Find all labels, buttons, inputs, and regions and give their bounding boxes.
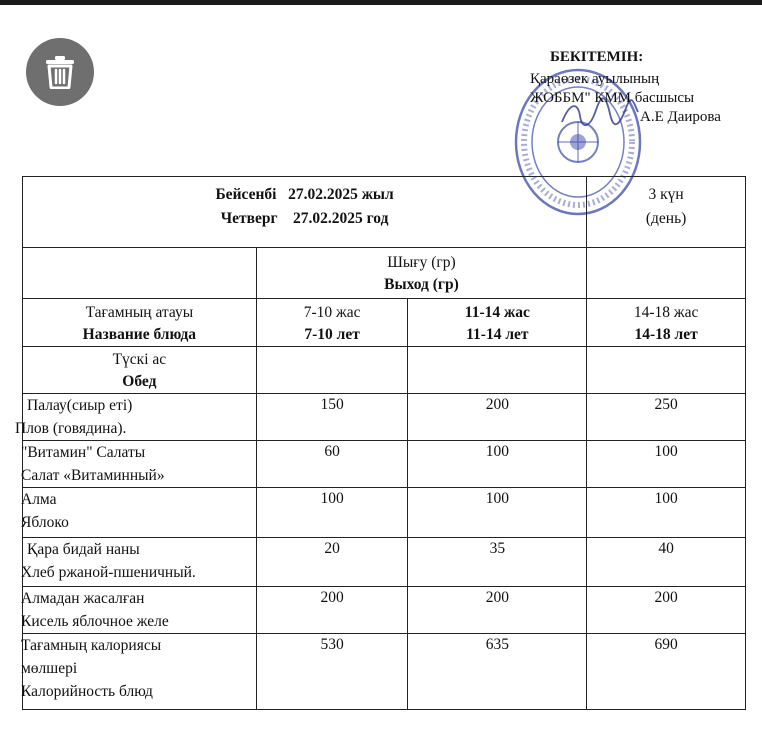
value-11-14: 100 <box>408 441 587 488</box>
dish-kz: Алма <box>21 491 57 508</box>
empty-cell <box>23 248 257 299</box>
total-kz-line-2: мөлшері <box>21 660 78 677</box>
age-14-18-header <box>587 299 746 347</box>
meal-row <box>23 347 746 394</box>
header-row <box>23 177 746 248</box>
value-14-18: 100 <box>587 441 746 488</box>
table-row <box>23 538 746 587</box>
age-7-10-ru: 7-10 лет <box>304 326 360 343</box>
value-14-18: 250 <box>587 394 746 441</box>
age-11-14-kz: 11-14 жас <box>464 304 530 321</box>
value-14-18: 200 <box>587 587 746 634</box>
total-14-18: 690 <box>587 634 746 710</box>
dish-name-kz: Тағамның атауы <box>85 304 194 321</box>
output-row <box>23 248 746 299</box>
dish-name-cell <box>23 538 257 587</box>
value-11-14: 35 <box>408 538 587 587</box>
approval-line-2: ЖОББМ" КММ басшысы <box>530 90 695 106</box>
approval-title: БЕКІТЕМІН: <box>550 49 644 65</box>
total-7-10: 530 <box>256 634 408 710</box>
top-bar <box>0 0 762 5</box>
table-row <box>23 488 746 538</box>
date-kz <box>23 183 586 207</box>
day-number-ru: (день) <box>645 210 687 227</box>
value-11-14: 100 <box>408 488 587 538</box>
value-14-18: 40 <box>587 538 746 587</box>
age-7-10-kz: 7-10 жас <box>303 304 361 321</box>
value-7-10: 100 <box>256 488 408 538</box>
day-ru: Четверг <box>220 210 278 227</box>
value-7-10: 150 <box>256 394 408 441</box>
approval-line-1: Қараөзек ауылының <box>530 71 660 87</box>
value-7-10: 60 <box>256 441 408 488</box>
dish-name-cell <box>23 488 257 538</box>
day-number-kz: 3 күн <box>648 186 684 203</box>
column-header-row <box>23 299 746 347</box>
empty-cell <box>587 248 746 299</box>
output-kz: Шығу (гр) <box>387 254 456 271</box>
value-11-14: 200 <box>408 587 587 634</box>
day-kz: Бейсенбі <box>215 186 277 203</box>
trash-icon <box>45 55 75 89</box>
age-11-14-ru: 11-14 лет <box>466 326 529 343</box>
value-7-10: 20 <box>256 538 408 587</box>
output-header <box>256 248 586 299</box>
empty-cell <box>587 347 746 394</box>
total-11-14: 635 <box>408 634 587 710</box>
output-ru: Выход (гр) <box>384 276 459 293</box>
total-name-cell <box>23 634 257 710</box>
age-7-10-header <box>256 299 408 347</box>
dish-kz: Алмадан жасалған <box>21 590 145 607</box>
meal-kz: Түскі ас <box>112 351 167 368</box>
empty-cell <box>256 347 408 394</box>
dish-ru: Хлеб ржаной-пшеничный. <box>21 564 196 581</box>
dish-name-cell <box>23 441 257 488</box>
value-11-14: 200 <box>408 394 587 441</box>
dish-ru: Плов (говядина). <box>15 420 127 437</box>
date-ru-value: 27.02.2025 год <box>293 210 389 227</box>
dish-ru: Кисель яблочное желе <box>21 613 169 630</box>
age-14-18-kz: 14-18 жас <box>633 304 699 321</box>
table-row <box>23 441 746 488</box>
dish-ru: Салат «Витаминный» <box>21 467 165 484</box>
dish-name-cell <box>23 587 257 634</box>
dish-name-ru: Название блюда <box>82 326 197 343</box>
dish-name-cell <box>15 394 257 441</box>
date-ru <box>23 207 586 231</box>
total-ru: Калорийность блюд <box>21 683 153 700</box>
approval-line-3: А.Е Даирова <box>640 109 721 125</box>
value-14-18: 100 <box>587 488 746 538</box>
delete-button[interactable] <box>26 38 94 106</box>
dish-name-header <box>23 299 257 347</box>
table-row <box>23 587 746 634</box>
meal-cell <box>23 347 257 394</box>
table-row <box>23 394 746 441</box>
empty-cell <box>408 347 587 394</box>
menu-table <box>15 176 746 710</box>
age-11-14-header <box>408 299 587 347</box>
day-number-cell <box>587 177 746 248</box>
date-cell <box>23 177 587 248</box>
date-kz-value: 27.02.2025 жыл <box>288 186 394 203</box>
meal-ru: Обед <box>122 373 157 390</box>
value-7-10: 200 <box>256 587 408 634</box>
dish-kz: Палау(сиыр еті) <box>27 397 133 414</box>
age-14-18-ru: 14-18 лет <box>634 326 698 343</box>
total-row <box>23 634 746 710</box>
dish-kz: Қара бидай наны <box>27 541 140 558</box>
dish-ru: Яблоко <box>21 514 69 531</box>
total-kz-line-1: Тағамның калориясы <box>21 637 162 654</box>
dish-kz: "Витамин" Салаты <box>21 444 146 461</box>
